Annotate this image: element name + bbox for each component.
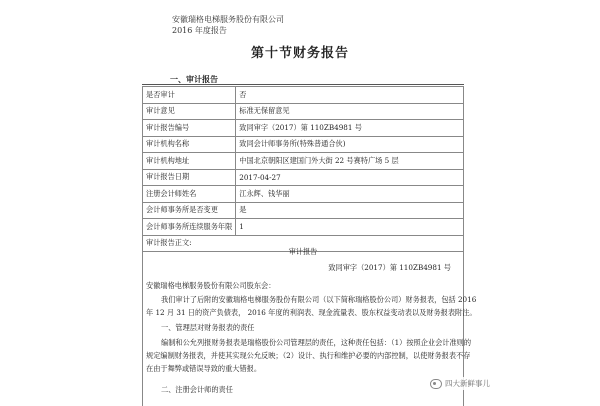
- table-row: [143, 186, 464, 203]
- row-label: 审计机构名称: [143, 136, 236, 153]
- row-value: 致同会计师事务所(特殊普通合伙): [236, 136, 464, 153]
- row-value: 标准无保留意见: [236, 103, 464, 120]
- row-value: 1: [236, 219, 464, 236]
- row-value: 中国北京朝阳区建国门外大街 22 号赛特广场 5 层: [236, 153, 464, 170]
- table-row: [143, 169, 464, 186]
- row-value: 否: [236, 87, 464, 104]
- page-header: [172, 14, 284, 36]
- audit-info-table: [142, 86, 464, 252]
- divider: [142, 84, 464, 85]
- row-label: 审计意见: [143, 103, 236, 120]
- watermark-text: 四大新鲜事儿: [445, 379, 490, 388]
- row-label: 审计机构地址: [143, 153, 236, 170]
- row-label: 是否审计: [143, 87, 236, 104]
- report-number: 致同审字（2017）第 110ZB4981 号: [328, 263, 451, 272]
- table-row: [143, 87, 464, 104]
- paragraph-line: 在由于舞弊或错误导致的重大错报。: [146, 364, 262, 373]
- row-label: 审计报告编号: [143, 120, 236, 137]
- header-year: 2016 年度报告: [172, 26, 227, 35]
- table-row: [143, 103, 464, 120]
- table-row: [143, 153, 464, 170]
- row-value: 江永辉、钱华丽: [236, 186, 464, 203]
- paragraph-line: 规定编制财务报表，并使其实现公允反映；（2）设计、执行和维护必要的内部控制，以使财务报表不存: [146, 351, 471, 360]
- paragraph-line: 年 12 月 31 日的资产负债表， 2016 年度的利润表、现金流量表、股东权益变动表以及财务报表附注。: [146, 308, 477, 317]
- addressee: 安徽瑞格电梯服务股份有限公司股东会：: [146, 281, 276, 290]
- row-label: 会计师事务所是否变更: [143, 202, 236, 219]
- wechat-icon: [430, 379, 442, 389]
- watermark: [428, 377, 492, 390]
- row-label: 审计报告日期: [143, 169, 236, 186]
- row-value: 2017-04-27: [236, 169, 464, 186]
- table-row: [143, 120, 464, 137]
- table-row: [143, 136, 464, 153]
- paragraph-line: 我们审计了后附的安徽瑞格电梯服务股份有限公司（以下简称瑞格股份公司）财务报表，包括 2016: [161, 295, 477, 304]
- row-label: 会计师事务所连续服务年限: [143, 219, 236, 236]
- subheading: 二、注册会计师的责任: [161, 385, 233, 394]
- report-heading: 审计报告: [288, 247, 318, 256]
- row-value: 致同审字（2017）第 110ZB4981 号: [236, 120, 464, 137]
- subheading: 一、管理层对财务报表的责任: [161, 323, 255, 332]
- row-label: 注册会计师姓名: [143, 186, 236, 203]
- header-company: 安徽瑞格电梯服务股份有限公司: [172, 15, 284, 24]
- body-label: 审计报告正文:: [143, 235, 464, 252]
- table-row: [143, 202, 464, 219]
- section-title: 第十节财务报告: [250, 46, 349, 61]
- row-value: 是: [236, 202, 464, 219]
- paragraph-line: 编制和公允列报财务报表是瑞格股份公司管理层的责任，这种责任包括：（1）按照企业会计准则的: [161, 338, 472, 347]
- subsection-heading: 一、审计报告: [170, 74, 218, 84]
